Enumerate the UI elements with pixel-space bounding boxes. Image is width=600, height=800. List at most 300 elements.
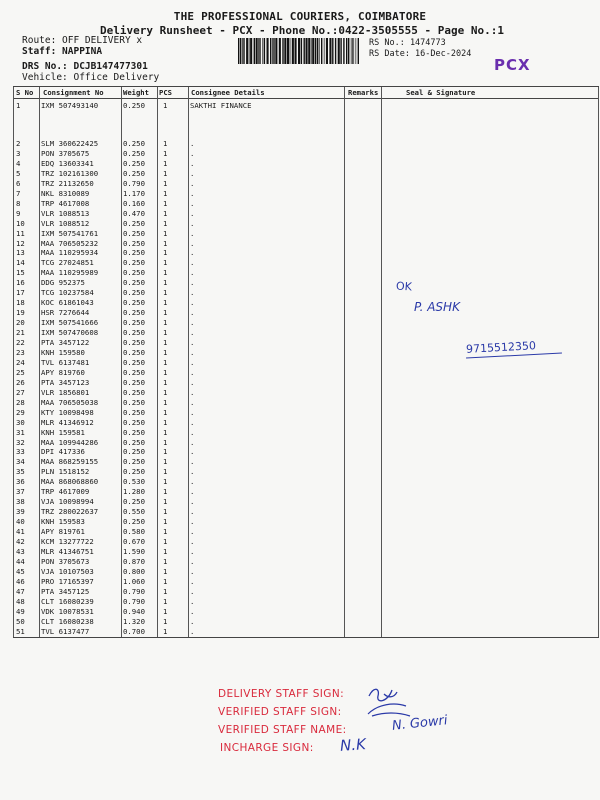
- row-consignee: .: [190, 427, 195, 437]
- row-pcs: 1: [163, 457, 168, 467]
- row-consignment-no: IXM 507541666: [41, 318, 99, 328]
- row-pcs: 1: [163, 576, 168, 586]
- col-seal: Seal & Signature: [406, 88, 476, 97]
- row-weight: 0.250: [123, 407, 145, 417]
- row-consignment-no: PON 3705675: [41, 148, 90, 158]
- row-consignee: .: [190, 338, 195, 347]
- row-consignee: .: [190, 596, 195, 606]
- row-consignment-no: VLR 1088512: [41, 218, 90, 228]
- row-weight: 0.790: [123, 586, 145, 596]
- row-sno: 2: [16, 139, 21, 148]
- table-row: [13, 189, 599, 199]
- table-row: [13, 438, 599, 448]
- col-sno: S No: [16, 88, 34, 97]
- row-consignment-no: IXM 507470608: [41, 328, 99, 338]
- row-consignee: .: [190, 397, 195, 407]
- handwritten-ok: OK: [395, 279, 413, 294]
- row-weight: 0.250: [123, 397, 145, 407]
- row-consignee: .: [190, 347, 195, 357]
- row-pcs: 1: [163, 238, 168, 248]
- row-pcs: 1: [163, 377, 168, 387]
- row-sno: 31: [16, 427, 25, 437]
- row-weight: 0.250: [123, 367, 145, 377]
- row-sno: 23: [16, 347, 25, 357]
- row-consignee: .: [190, 387, 195, 397]
- row-weight: 0.700: [123, 626, 145, 636]
- row-pcs: 1: [163, 447, 168, 457]
- table-row: [13, 388, 599, 398]
- row-pcs: 1: [163, 328, 168, 338]
- row-consignment-no: KNH 159583: [41, 517, 85, 527]
- row-consignment-no: PTA 3457122: [41, 338, 90, 347]
- row-consignee: .: [190, 527, 195, 537]
- row-weight: 0.250: [123, 238, 145, 248]
- row-pcs: 1: [163, 298, 168, 308]
- row-weight: 0.250: [123, 427, 145, 437]
- row-consignee: SAKTHI FINANCE: [190, 101, 252, 110]
- row-sno: 19: [16, 308, 25, 318]
- row-sno: 28: [16, 397, 25, 407]
- row-consignment-no: TRZ 280022637: [41, 507, 99, 517]
- row-consignee: .: [190, 168, 195, 178]
- row-consignee: .: [190, 357, 195, 367]
- row-pcs: 1: [163, 397, 168, 407]
- table-row: [13, 487, 599, 497]
- row-consignee: .: [190, 546, 195, 556]
- row-weight: 0.250: [123, 258, 145, 268]
- row-consignee: .: [190, 477, 195, 487]
- staff-label: Staff: NAPPINA: [22, 46, 103, 57]
- row-consignment-no: PTA 3457125: [41, 586, 90, 596]
- table-row: [13, 199, 599, 209]
- row-pcs: 1: [163, 437, 168, 447]
- row-consignment-no: DDG 952375: [41, 278, 85, 288]
- row-consignment-no: MAA 109944286: [41, 437, 99, 447]
- row-consignee: .: [190, 457, 195, 467]
- row-pcs: 1: [163, 546, 168, 556]
- row-sno: 46: [16, 576, 25, 586]
- row-pcs: 1: [163, 198, 168, 208]
- row-weight: 0.790: [123, 178, 145, 188]
- row-consignment-no: NKL 8310089: [41, 188, 90, 198]
- row-sno: 12: [16, 238, 25, 248]
- row-pcs: 1: [163, 101, 168, 110]
- row-consignee: .: [190, 318, 195, 328]
- table-row: [13, 398, 599, 408]
- table-row: [13, 507, 599, 517]
- row-weight: 0.250: [123, 268, 145, 278]
- table-row: [13, 408, 599, 418]
- row-pcs: 1: [163, 566, 168, 576]
- row-consignment-no: MAA 706505038: [41, 397, 99, 407]
- row-sno: 48: [16, 596, 25, 606]
- row-weight: 1.320: [123, 616, 145, 626]
- row-pcs: 1: [163, 208, 168, 218]
- pcx-logo: PCX: [494, 56, 531, 74]
- row-consignment-no: MAA 110295989: [41, 268, 99, 278]
- row-consignment-no: KTY 10098498: [41, 407, 94, 417]
- row-consignment-no: APY 819760: [41, 367, 85, 377]
- row-consignment-no: KNH 159581: [41, 427, 85, 437]
- row-sno: 1: [16, 101, 21, 110]
- table-row: [13, 358, 599, 368]
- row-consignee: .: [190, 248, 195, 258]
- row-pcs: 1: [163, 278, 168, 288]
- row-consignee: .: [190, 417, 195, 427]
- row-sno: 15: [16, 268, 25, 278]
- row-weight: 0.250: [123, 377, 145, 387]
- row-consignment-no: APY 819761: [41, 527, 85, 537]
- row-consignee: .: [190, 367, 195, 377]
- row-sno: 24: [16, 357, 25, 367]
- table-row: [13, 328, 599, 338]
- row-consignment-no: VLR 1856801: [41, 387, 90, 397]
- row-consignee: .: [190, 556, 195, 566]
- incharge-signature: N.K: [339, 735, 367, 755]
- table-row: [13, 169, 599, 179]
- row-sno: 14: [16, 258, 25, 268]
- row-consignment-no: HSR 7276644: [41, 308, 90, 318]
- row-consignment-no: PTA 3457123: [41, 377, 90, 387]
- row-sno: 47: [16, 586, 25, 596]
- table-row: [13, 497, 599, 507]
- row-consignee: .: [190, 188, 195, 198]
- row-sno: 43: [16, 546, 25, 556]
- row-sno: 22: [16, 338, 25, 347]
- runsheet-header: [0, 0, 600, 90]
- row-consignment-no: VDK 10078531: [41, 606, 94, 616]
- company-title: THE PROFESSIONAL COURIERS, COIMBATORE: [173, 10, 427, 23]
- row-sno: 8: [16, 198, 21, 208]
- table-row: [13, 318, 599, 328]
- table-row: [13, 457, 599, 467]
- row-pcs: 1: [163, 497, 168, 507]
- row-weight: 0.250: [123, 308, 145, 318]
- row-consignee: .: [190, 198, 195, 208]
- row-sno: 37: [16, 487, 25, 497]
- table-row: [13, 229, 599, 239]
- row-pcs: 1: [163, 467, 168, 477]
- row-consignee: .: [190, 407, 195, 417]
- row-pcs: 1: [163, 258, 168, 268]
- row-consignee: .: [190, 268, 195, 278]
- row-sno: 40: [16, 517, 25, 527]
- row-sno: 25: [16, 367, 25, 377]
- row-consignee: .: [190, 626, 195, 636]
- table-row: [13, 587, 599, 597]
- row-pcs: 1: [163, 537, 168, 546]
- row-pcs: 1: [163, 507, 168, 517]
- col-pcs: PCS: [159, 88, 172, 97]
- table-row: [13, 418, 599, 428]
- row-weight: 1.170: [123, 188, 145, 198]
- col-weight: Weight: [123, 88, 149, 97]
- row-pcs: 1: [163, 477, 168, 487]
- row-consignee: .: [190, 308, 195, 318]
- row-weight: 0.250: [123, 457, 145, 467]
- row-consignee: .: [190, 228, 195, 238]
- table-row: [13, 537, 599, 547]
- row-consignee: .: [190, 218, 195, 228]
- row-sno: 6: [16, 178, 21, 188]
- row-pcs: 1: [163, 367, 168, 377]
- row-consignee: .: [190, 258, 195, 268]
- row-weight: 0.470: [123, 208, 145, 218]
- row-sno: 44: [16, 556, 25, 566]
- row-weight: 0.250: [123, 168, 145, 178]
- row-pcs: 1: [163, 139, 168, 148]
- row-weight: 0.250: [123, 437, 145, 447]
- table-row: [13, 298, 599, 308]
- row-consignment-no: MAA 110295934: [41, 248, 99, 258]
- row-pcs: 1: [163, 308, 168, 318]
- row-pcs: 1: [163, 347, 168, 357]
- row-consignee: .: [190, 139, 195, 148]
- row-consignee: .: [190, 288, 195, 298]
- row-weight: 0.250: [123, 497, 145, 507]
- row-consignment-no: TVL 6137477: [41, 626, 90, 636]
- row-weight: 0.250: [123, 467, 145, 477]
- row-consignee: .: [190, 298, 195, 308]
- row-sno: 42: [16, 537, 25, 546]
- drs-number: DRS No.: DCJB147477301: [22, 61, 148, 72]
- table-row: [13, 428, 599, 438]
- row-weight: 0.160: [123, 198, 145, 208]
- col-consignment: Consignment No: [43, 88, 104, 97]
- row-weight: 0.250: [123, 347, 145, 357]
- row-pcs: 1: [163, 318, 168, 328]
- table-row: [13, 577, 599, 587]
- row-consignment-no: MLR 41346912: [41, 417, 94, 427]
- row-consignee: .: [190, 238, 195, 248]
- row-weight: 0.250: [123, 148, 145, 158]
- row-weight: 0.250: [123, 328, 145, 338]
- row-consignment-no: PON 3705673: [41, 556, 90, 566]
- row-weight: 0.550: [123, 507, 145, 517]
- row-weight: 0.250: [123, 288, 145, 298]
- table-row: [13, 248, 599, 258]
- row-pcs: 1: [163, 288, 168, 298]
- row-consignee: .: [190, 497, 195, 507]
- row-consignee: .: [190, 328, 195, 338]
- row-sno: 36: [16, 477, 25, 487]
- table-row: [13, 557, 599, 567]
- row-consignee: .: [190, 178, 195, 188]
- row-sno: 4: [16, 158, 21, 168]
- row-sno: 32: [16, 437, 25, 447]
- rs-number: RS No.: 1474773: [369, 38, 446, 48]
- row-consignment-no: VLR 1088513: [41, 208, 90, 218]
- row-sno: 38: [16, 497, 25, 507]
- row-consignment-no: TVL 6137481: [41, 357, 90, 367]
- row-consignee: .: [190, 517, 195, 527]
- row-consignment-no: IXM 507541761: [41, 228, 99, 238]
- row-sno: 33: [16, 447, 25, 457]
- row-consignment-no: KCM 13277722: [41, 537, 94, 546]
- col-remarks: Remarks: [348, 88, 379, 97]
- barcode: [238, 38, 362, 64]
- row-sno: 13: [16, 248, 25, 258]
- table-row: [13, 308, 599, 318]
- row-consignment-no: TRZ 21132650: [41, 178, 94, 188]
- table-row: [13, 378, 599, 388]
- row-pcs: 1: [163, 387, 168, 397]
- row-weight: 0.250: [123, 248, 145, 258]
- table-row: [13, 567, 599, 577]
- table-row: [13, 607, 599, 617]
- row-weight: 1.060: [123, 576, 145, 586]
- table-row: [13, 517, 599, 527]
- table-row: [13, 547, 599, 557]
- row-consignment-no: TRP 4617008: [41, 198, 90, 208]
- row-weight: 0.800: [123, 566, 145, 576]
- row-consignee: .: [190, 616, 195, 626]
- row-weight: 0.670: [123, 537, 145, 546]
- table-row: [13, 288, 599, 298]
- row-consignment-no: VJA 10107503: [41, 566, 94, 576]
- row-sno: 39: [16, 507, 25, 517]
- row-weight: 0.250: [123, 218, 145, 228]
- row-weight: 1.280: [123, 487, 145, 497]
- table-row: [13, 527, 599, 537]
- table-row: [13, 368, 599, 378]
- row-pcs: 1: [163, 248, 168, 258]
- consignment-table: [13, 86, 599, 638]
- table-row: [13, 149, 599, 159]
- table-row: [13, 278, 599, 288]
- table-header: [13, 87, 599, 99]
- table-row: [13, 627, 599, 637]
- row-sno: 18: [16, 298, 25, 308]
- row-consignee: .: [190, 537, 195, 546]
- row-pcs: 1: [163, 158, 168, 168]
- row-pcs: 1: [163, 626, 168, 636]
- row-weight: 0.940: [123, 606, 145, 616]
- row-pcs: 1: [163, 357, 168, 367]
- row-pcs: 1: [163, 487, 168, 497]
- row-pcs: 1: [163, 188, 168, 198]
- row-consignment-no: IXM 507493140: [41, 101, 99, 110]
- row-weight: 0.580: [123, 527, 145, 537]
- row-weight: 0.250: [123, 417, 145, 427]
- route-label: Route: OFF DELIVERY x: [22, 35, 143, 46]
- row-weight: 0.250: [123, 139, 145, 148]
- table-row: [13, 467, 599, 477]
- row-pcs: 1: [163, 148, 168, 158]
- row-sno: 20: [16, 318, 25, 328]
- row-pcs: 1: [163, 218, 168, 228]
- verified-staff-name-label: VERIFIED STAFF NAME:: [218, 724, 347, 736]
- row-weight: 1.590: [123, 546, 145, 556]
- row-pcs: 1: [163, 527, 168, 537]
- row-consignment-no: TCG 27024851: [41, 258, 94, 268]
- row-weight: 0.250: [123, 338, 145, 347]
- row-pcs: 1: [163, 556, 168, 566]
- row-weight: 0.250: [123, 517, 145, 527]
- row-sno: 29: [16, 407, 25, 417]
- row-pcs: 1: [163, 228, 168, 238]
- row-consignment-no: VJA 10098994: [41, 497, 94, 507]
- row-weight: 0.790: [123, 596, 145, 606]
- row-sno: 26: [16, 377, 25, 387]
- handwritten-phone: 9715512350: [465, 339, 537, 356]
- row-consignment-no: CLT 16080239: [41, 596, 94, 606]
- row-consignee: .: [190, 566, 195, 576]
- row-pcs: 1: [163, 338, 168, 347]
- row-pcs: 1: [163, 606, 168, 616]
- row-weight: 0.250: [123, 158, 145, 168]
- row-pcs: 1: [163, 168, 168, 178]
- row-consignee: .: [190, 507, 195, 517]
- row-sno: 50: [16, 616, 25, 626]
- row-pcs: 1: [163, 268, 168, 278]
- table-row: [13, 219, 599, 229]
- row-sno: 45: [16, 566, 25, 576]
- row-pcs: 1: [163, 616, 168, 626]
- row-consignment-no: TRZ 102161300: [41, 168, 99, 178]
- incharge-sign-label: INCHARGE SIGN:: [220, 742, 314, 754]
- row-pcs: 1: [163, 178, 168, 188]
- table-row: [13, 159, 599, 169]
- row-sno: 34: [16, 457, 25, 467]
- row-weight: 0.530: [123, 477, 145, 487]
- row-sno: 27: [16, 387, 25, 397]
- row-consignment-no: TRP 4617009: [41, 487, 90, 497]
- table-row: [13, 258, 599, 268]
- row-consignee: .: [190, 487, 195, 497]
- row-consignment-no: EDQ 13603341: [41, 158, 94, 168]
- row-pcs: 1: [163, 407, 168, 417]
- row-sno: 51: [16, 626, 25, 636]
- row-sno: 35: [16, 467, 25, 477]
- row-consignee: .: [190, 447, 195, 457]
- row-sno: 7: [16, 188, 21, 198]
- row-consignment-no: MAA 706505232: [41, 238, 99, 248]
- row-consignee: .: [190, 377, 195, 387]
- row-consignee: .: [190, 437, 195, 447]
- row-consignment-no: KNH 159580: [41, 347, 85, 357]
- row-consignee: .: [190, 278, 195, 288]
- table-row: [13, 209, 599, 219]
- table-row: [13, 617, 599, 627]
- table-row: [13, 447, 599, 457]
- row-weight: 0.250: [123, 387, 145, 397]
- row-consignment-no: SLM 360622425: [41, 139, 99, 148]
- row-sno: 10: [16, 218, 25, 228]
- table-row: [13, 139, 599, 149]
- row-sno: 9: [16, 208, 21, 218]
- table-row: [13, 239, 599, 249]
- row-sno: 17: [16, 288, 25, 298]
- table-row: [13, 268, 599, 278]
- row-sno: 49: [16, 606, 25, 616]
- row-consignment-no: KOC 61861043: [41, 298, 94, 308]
- col-consignee: Consignee Details: [191, 88, 265, 97]
- row-consignee: .: [190, 467, 195, 477]
- table-row: [13, 101, 599, 111]
- row-consignee: .: [190, 208, 195, 218]
- row-consignment-no: PLN 1518152: [41, 467, 90, 477]
- row-pcs: 1: [163, 417, 168, 427]
- row-sno: 3: [16, 148, 21, 158]
- table-row: [13, 477, 599, 487]
- row-weight: 0.250: [123, 318, 145, 328]
- handwritten-signature: P. ASHK: [414, 300, 460, 314]
- row-sno: 30: [16, 417, 25, 427]
- row-consignment-no: CLT 16080238: [41, 616, 94, 626]
- row-consignee: .: [190, 158, 195, 168]
- row-consignee: .: [190, 148, 195, 158]
